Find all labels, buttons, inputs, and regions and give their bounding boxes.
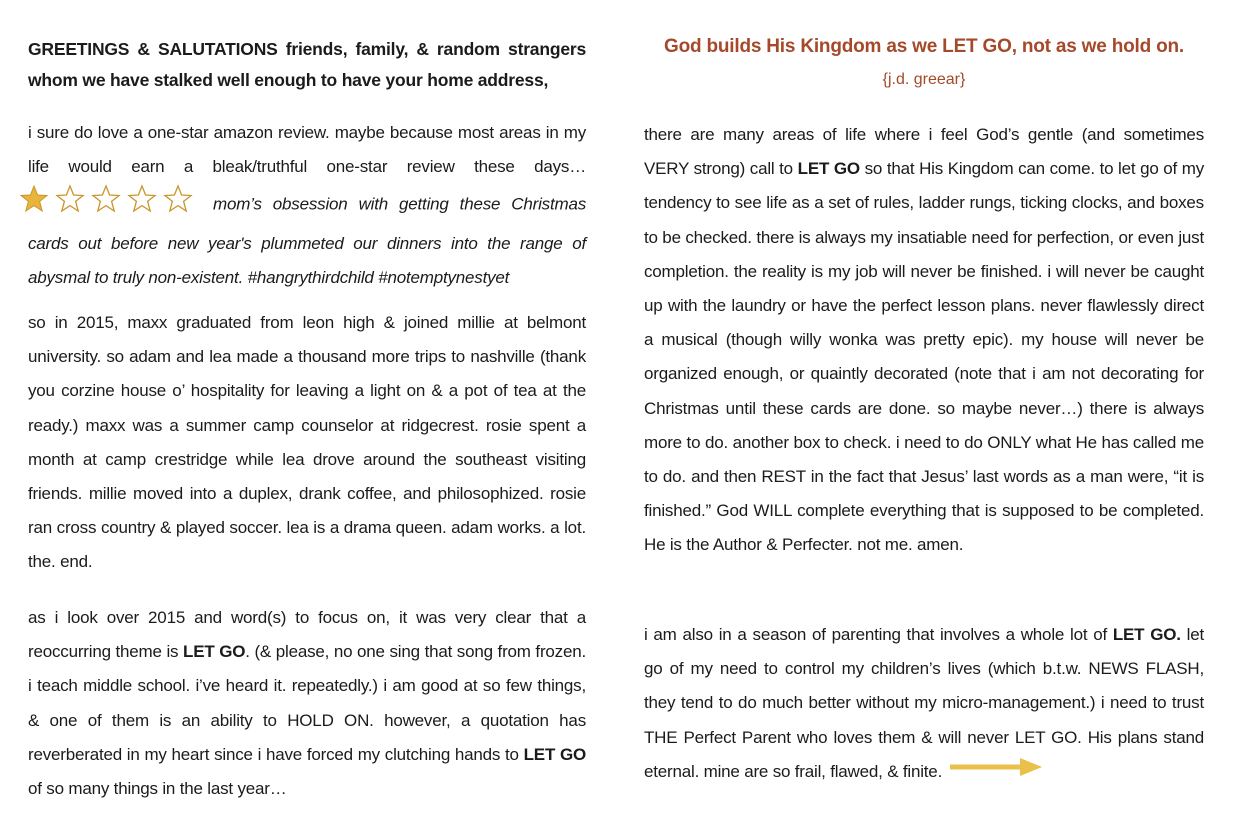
star-icon-empty [57,186,191,211]
kingdom-emphasis: LET GO [797,159,860,179]
review-paragraph [28,116,586,295]
parenting-paragraph [644,618,1204,789]
star-icon-filled [21,186,47,211]
review-text: mom’s obsession with getting these Christmas cards out before new year's plummeted our dinners into the range of abysmal to truly non-existent. #hangrythirdchild #notemptynestyet [28,195,586,287]
parenting-text-1: i am also in a season of parenting that involves a whole lot of [644,625,1113,644]
kingdom-text-2: so that His Kingdom can come. to let go of my tendency to see life as a set of rules, ladder rungs, ticking clocks, and boxes to be checked. there is always my insatiable need for perfection, or even just completion. the reality is my job will never be finished. i will never be caught up with the laundry or have the perfect lesson plans. never flawlessly direct a musical (though willy wonka was pretty epic). my house will never be organized enough, or quaintly decorated (note that i am not decorating for Christmas until these cards are done. so maybe never…) there is always more to do. another box to check. i need to do ONLY what He has called me to do. and then REST in the fact that Jesus’ last words as a man were, “it is finished.” God WILL complete everything that is supposed to be completed. He is the Author & Perfecter. not me. amen. [644,159,1205,555]
quote-heading: God builds His Kingdom as we LET GO, not as we hold on. [664,36,1184,57]
let-go-emphasis-1: LET GO [183,642,246,662]
let-go-text-2: . (& please, no one sing that song from frozen. i teach middle school. i’ve heard it. repeatedly.) i am good at so few things, & one of them is an ability to HOLD ON. however, a quotation has reverberated in my heart since i have forced my clutching hands to [28,642,587,764]
kingdom-paragraph [644,118,1204,563]
let-go-paragraph [28,601,586,806]
kingdom-text-1: there are many areas of life where i feel God’s gentle (and sometimes VERY strong) call to [644,125,1204,179]
parenting-emphasis: LET GO. [1112,625,1181,644]
star-rating [20,184,198,226]
parenting-text-2: let go of my need to control my children’s lives (which b.t.w. NEWS FLASH, they tend to do much better without my micro-management.) i need to trust THE Perfect Parent who loves them & will never LET GO. His plans stand eternal. mine are so frail, flawed, & finite. [644,625,1204,781]
quote-attribution: {j.d. greear} [882,71,966,88]
let-go-text-3: of so many things in the last year… [28,779,287,799]
review-intro: i sure do love a one-star amazon review. maybe because most areas in my life would earn a bleak/truthful one-star review these days… [28,123,586,177]
let-go-emphasis-2: LET GO [523,744,586,764]
arrow-right-icon [950,755,1042,789]
let-go-text-1: as i look over 2015 and word(s) to focus on, it was very clear that a reoccurring theme is [28,608,586,662]
news-paragraph: so in 2015, maxx graduated from leon high & joined millie at belmont university. so adam and lea made a thousand more trips to nashville (thank you corzine house o’ hospitality for leaving a light on & a pot of tea at the ready.) maxx was a summer camp counselor at ridgecrest. rosie spent a month at camp crestridge while lea drove around the southeast visiting friends. millie moved into a duplex, drank coffee, and philosophized. rosie ran cross country & played soccer. lea is a drama queen. adam works. a lot. the. end. [28,313,586,572]
greeting-heading: GREETINGS & SALUTATIONS friends, family, & random strangers whom we have stalked well enough to have your home address, [28,39,586,90]
